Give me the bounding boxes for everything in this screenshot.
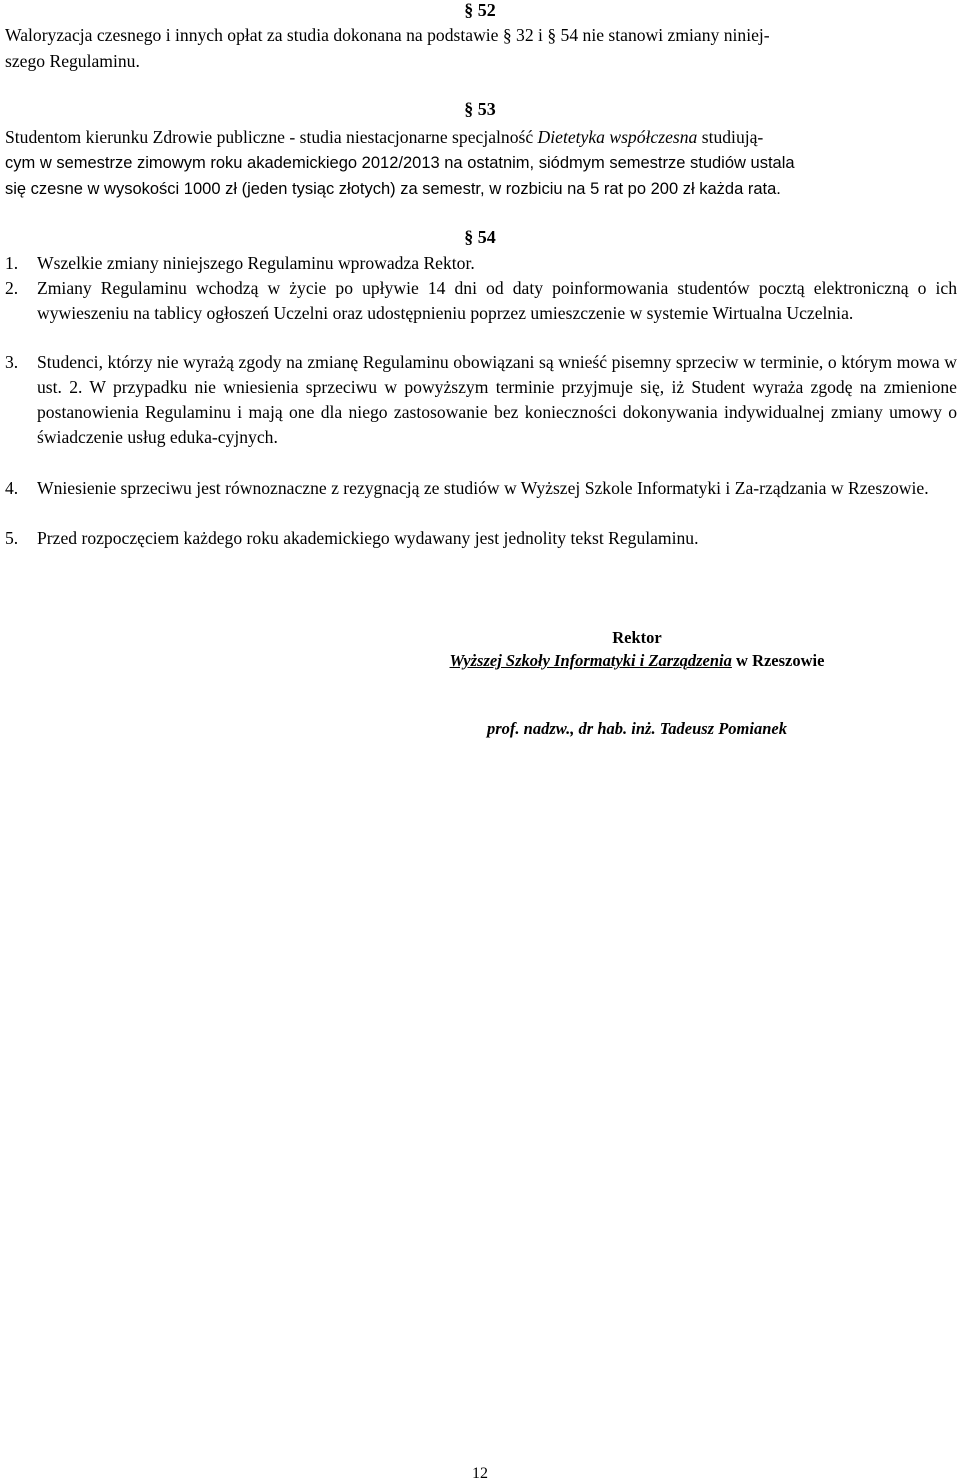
list-item (5, 276, 957, 326)
signature-name: prof. nadzw., dr hab. inż. Tadeusz Pomianek (487, 719, 787, 738)
item-text: Zmiany Regulaminu wchodzą w życie po upływie 14 dni od daty poinformowania studentów pocztą elektroniczną o ich wywieszeniu na tablicy ogłoszeń Uczelni oraz udostępnieniu poprzez umieszczenie w systemie Wirtualna Uczelnia. (37, 278, 957, 323)
section-52-line: Waloryzacja czesnego i innych opłat za studia dokonana na podstawie § 32 i § 54 nie stanowi zmiany niniej- (5, 25, 770, 45)
section-53-line: cym w semestrze zimowym roku akademickiego 2012/2013 na ostatnim, siódmym semestrze studiów ustala (5, 154, 795, 172)
item-number: 5. (5, 528, 19, 548)
item-text: Wszelkie zmiany niniejszego Regulaminu wprowadza Rektor. (37, 253, 475, 273)
signature-title: Rektor (612, 628, 662, 647)
section-53-line: się czesne w wysokości 1000 zł (jeden tysiąc złotych) za semestr, w rozbiciu na 5 rat po 200 zł każda rata. (5, 180, 781, 198)
section-52-line: szego Regulaminu. (5, 50, 140, 71)
item-text: Przed rozpoczęciem każdego roku akademickiego wydawany jest jednolity tekst Regulaminu. (37, 528, 699, 548)
section-53-heading: § 53 (464, 99, 496, 119)
item-number: 2. (5, 278, 19, 298)
section-54-heading: § 54 (464, 227, 496, 247)
item-text: Wniesienie sprzeciwu jest równoznaczne z rezygnacją ze studiów w Wyższej Szkole Informatyki i Za-rządzania w Rzeszowie. (37, 478, 929, 498)
signature-institution-rest: w Rzeszowie (731, 651, 825, 670)
list-item (5, 251, 957, 276)
section-53-line1-end: studiują- (697, 127, 764, 147)
list-item (5, 476, 957, 501)
list-item (5, 526, 957, 551)
item-number: 1. (5, 253, 19, 273)
specialty-name: Dietetyka współczesna (537, 127, 698, 147)
section-53-text (5, 124, 957, 202)
section-53-line (5, 124, 957, 150)
section-52-heading: § 52 (464, 0, 496, 20)
section-52-text (5, 23, 957, 74)
item-number: 4. (5, 478, 19, 498)
list-item (5, 350, 957, 450)
signature-institution-italic: Wyższej Szkoły Informatyki i Zarządzenia (449, 651, 732, 670)
section-53-line1-start: Studentom kierunku Zdrowie publiczne - studia niestacjonarne specjalność (5, 127, 538, 147)
page-number: 12 (472, 1465, 488, 1482)
item-text: Studenci, którzy nie wyrażą zgody na zmianę Regulaminu obowiązani są wnieść pisemny sprzeciw w terminie, o którym mowa w ust. 2. W przypadku nie wniesienia sprzeciwu w powyższym terminie przyjmuje się, iż Student wyraża zgodę na zmienione postanowienia Regulaminu i mają one dla niego zastosowanie bez konieczności dokonywania indywidualnej zmiany umowy o świadczenie usług eduka-cyjnych. (37, 352, 957, 447)
item-number: 3. (5, 352, 19, 372)
signature-institution (0, 651, 960, 671)
